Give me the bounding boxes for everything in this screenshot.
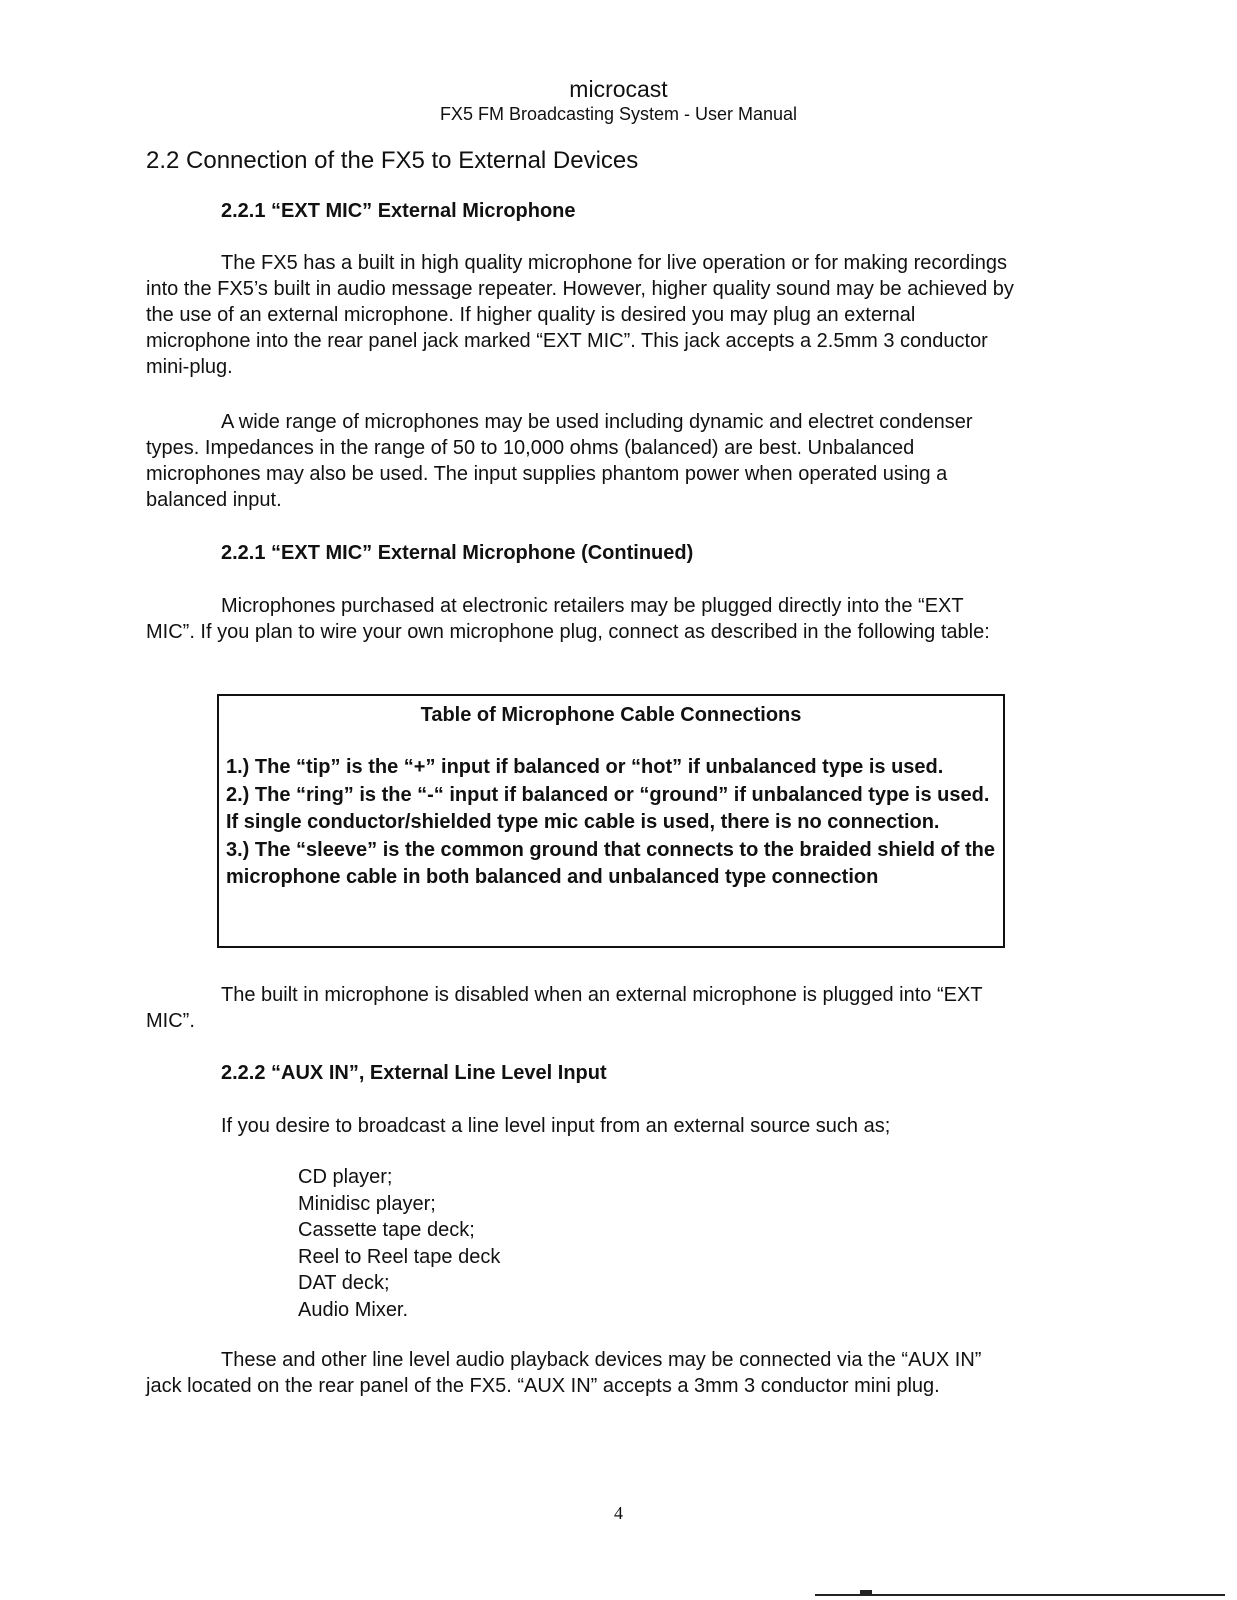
device-list-item: CD player; [298, 1166, 393, 1188]
ext-mic-paragraph-2: A wide range of microphones may be used including dynamic and electret condenser types. Impedances in the range of 50 to 10,000 ohms (balanced) are best. Unbalanced microphones may also be used. The input supplies phantom power when operated using a balanced input. [146, 411, 973, 511]
device-list-item: Reel to Reel tape deck [298, 1245, 501, 1268]
aux-in-intro: If you desire to broadcast a line level input from an external source such as; [221, 1115, 891, 1137]
builtin-mic-disabled-paragraph: The built in microphone is disabled when an external microphone is plugged into “EXT MIC”. [146, 984, 983, 1032]
table-title: Table of Microphone Cable Connections [420, 704, 802, 726]
header-subtitle: FX5 FM Broadcasting System - User Manual [439, 104, 798, 124]
table-rows [226, 754, 1002, 892]
table-row-tip: 1.) The “tip” is the “+” input if balanced or “hot” if unbalanced type is used. [226, 756, 944, 778]
ext-mic-heading: 2.2.1 “EXT MIC” External Microphone [221, 200, 576, 222]
table-row-ring: 2.) The “ring” is the “-“ input if balanced or “ground” if unbalanced type is used. If single conductor/shielded type mic cable is used, there is no connection. [226, 783, 990, 833]
aux-in-heading: 2.2.2 “AUX IN”, External Line Level Input [221, 1062, 607, 1084]
aux-in-closing-paragraph: These and other line level audio playback devices may be connected via the “AUX IN” jack located on the rear panel of the FX5. “AUX IN” accepts a 3mm 3 conductor mini plug. [146, 1349, 982, 1397]
scan-artifact-line [815, 1594, 1225, 1596]
ext-mic-paragraph-1: The FX5 has a built in high quality microphone for live operation or for making recordings into the FX5’s built in audio message repeater. However, higher quality sound may be achieved by the use of an external microphone. If higher quality is desired you may plug an external microphone into the rear panel jack marked “EXT MIC”. This jack accepts a 2.5mm 3 conductor mini-plug. [146, 252, 1014, 378]
table-row-sleeve: 3.) The “sleeve” is the common ground that connects to the braided shield of the microphone cable in both balanced and unbalanced type connection [226, 838, 995, 888]
microphone-connections-table [217, 694, 1005, 948]
device-list-item: Audio Mixer. [298, 1298, 409, 1321]
header-title: microcast [569, 76, 668, 102]
section-heading: 2.2 Connection of the FX5 to External Devices [146, 147, 639, 174]
device-list-item: DAT deck; [298, 1272, 390, 1294]
device-list-item: Minidisc player; [298, 1192, 436, 1215]
device-list-item: Cassette tape deck; [298, 1219, 475, 1241]
page-number: 4 [614, 1503, 623, 1523]
device-list [298, 1164, 500, 1323]
scan-artifact-mark [860, 1590, 872, 1594]
ext-mic-continued-heading: 2.2.1 “EXT MIC” External Microphone (Continued) [221, 542, 694, 564]
ext-mic-continued-paragraph: Microphones purchased at electronic retailers may be plugged directly into the “EXT MIC”. If you plan to wire your own microphone plug, connect as described in the following table: [146, 595, 990, 643]
